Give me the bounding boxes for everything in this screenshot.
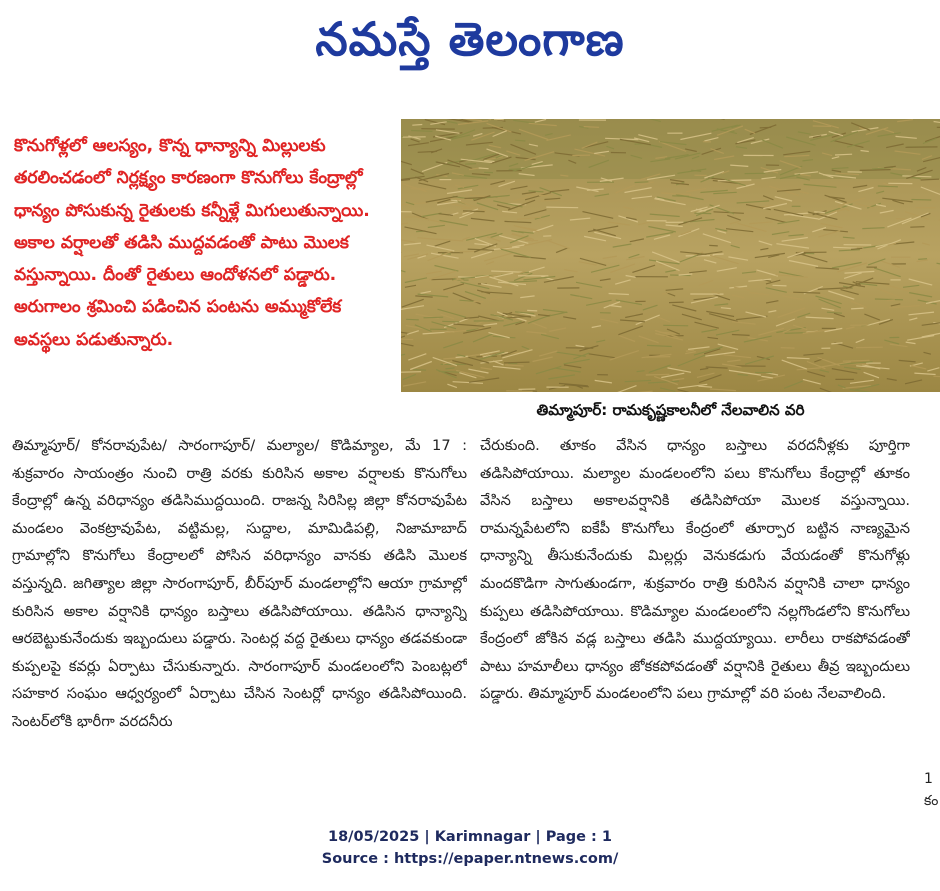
straw-texture [413, 370, 426, 371]
straw-texture [646, 374, 670, 375]
photo-caption: తిమ్మాపూర్: రామకృష్ణకాలనీలో నేలవాలిన వరి [536, 401, 805, 419]
rice-field-image [401, 119, 940, 392]
straw-texture [835, 154, 852, 155]
straw-texture [504, 362, 530, 363]
straw-texture [479, 168, 489, 169]
article-left-column [12, 432, 467, 802]
article-right-column [480, 432, 910, 802]
straw-texture [785, 333, 806, 334]
straw-texture [463, 211, 485, 212]
footer-source: Source : https://epaper.ntnews.com/ [321, 851, 619, 867]
straw-texture [718, 180, 752, 181]
article-left-text: తిమ్మాపూర్/ కోనరావుపేట/ సారంగాపూర్/ మల్యాల/ కొడిమ్యాల, మే 17 : శుక్రవారం సాయంత్రం నుంచి రాత్రి వరకు కురిసిన అకాల వర్షాలకు కొనుగోలు కేంద్రాల్లో ఉన్న వరిధాన్యం తడిసిముద్దయింది. రాజన్న సిరిసిల్ల జిల్లా కోనరావుపేట మండలం వెంకట్రావుపేట, వట్టిమల్ల, సుద్దాల, మామిడిపల్లి, నిజామాబాద్ గ్రామాల్లోని కొనుగోలు కేంద్రాలలో పోసిన వరిధాన్యం వానకు తడిసి మొలక వస్తున్నది. జగిత్యాల జిల్లా సారంగాపూర్, బీర్‌పూర్ మండలాల్లోని ఆయా గ్రామాల్లో కురిసిన అకాల వర్షానికి ధాన్యం బస్తాలు తడిసిపోయాయి. తడిసిన ధాన్యాన్ని ఆరబెట్టుకునేందుకు ఇబ్బందులు పడ్డారు. సెంటర్ల వద్ద రైతులు ధాన్యం తడవకుండా కుప్పలపై కవర్లు ఏర్పాటు చేసుకున్నారు. సారంగాపూర్ మండలంలోని పెంబట్లలో సహకార సంఘం ఆధ్వర్యంలో ఏర్పాటు చేసిన సెంటర్లో ధాన్యం తడిసిపోయింది. సెంటర్‌లోకి భారీగా వరదనీరు [12, 437, 467, 730]
straw-texture [439, 371, 461, 372]
article-right-text: చేరుకుంది. తూకం వేసిన ధాన్యం బస్తాలు వరదనీళ్లకు పూర్తిగా తడిసిపోయాయి. మల్యాల మండలంలోని పలు కొనుగోలు కేంద్రాల్లో తూకం వేసిన బస్తాలు అకాలవర్షానికి తడిసిపోయా మొలక వస్తున్నాయి. రామన్నపేటలోని ఐకేపీ కొనుగోలు కేంద్రంలో తూర్పార బట్టిన నాణ్యమైన ధాన్యాన్ని తీసుకునేందుకు మిల్లర్లు వెనుకడుగు వేయడంతో కొనుగోళ్లు మందకొడిగా సాగుతుండగా, శుక్రవారం రాత్రి కురిసిన వర్షానికి చాలా ధాన్యం కుప్పలు తడిసిపోయాయి. కొడిమ్యాల మండలంలోని నల్లగొండలోని కొనుగోలు కేంద్రంలో జోకిన వడ్ల బస్తాలు తడిసి ముద్దయ్యాయి. లారీలు రాకపోవడంతో పాటు హమాలీలు ధాన్యం జోకకపోవడంతో వర్షానికి రైతులు తీవ్ర ఇబ్బందులు పడ్డారు. తిమ్మాపూర్ మండలంలోని పలు గ్రామాల్లో వరి పంట నేలవాలింది. [480, 437, 910, 703]
straw-texture [875, 299, 903, 300]
straw-texture [709, 245, 718, 246]
straw-texture [781, 348, 795, 349]
adjacent-article-fragment: 1 కం [924, 771, 939, 808]
straw-texture [411, 189, 432, 190]
masthead-title: నమస్తే తెలంగాణ [315, 12, 625, 66]
straw-texture [506, 391, 532, 392]
straw-texture [773, 285, 787, 286]
straw-texture [878, 186, 898, 187]
straw-texture [860, 170, 891, 171]
straw-texture [918, 259, 927, 260]
straw-texture [465, 164, 476, 165]
lead-text: కొనుగోళ్లలో ఆలస్యం, కొన్న ధాన్యాన్ని మిల్లులకు తరలించడంలో నిర్లక్ష్యం కారణంగా కొనుగోలు కేంద్రాల్లో ధాన్యం పోసుకున్న రైతులకు కన్నీళ్లే మిగులుతున్నాయి. అకాల వర్షాలతో తడిసి ముద్దవడంతో పాటు మొలక వస్తున్నాయి. దీంతో రైతులు ఆందోళనలో పడ్డారు. అరుగాలం శ్రమించి పడించిన పంటను అమ్ముకోలేక అవస్థలు పడుతున్నారు. [14, 136, 370, 350]
straw-texture [911, 200, 931, 201]
straw-texture [896, 219, 908, 220]
straw-texture [460, 251, 476, 252]
footer-date-edition: 18/05/2025 | Karimnagar | Page : 1 [328, 829, 612, 845]
straw-texture [401, 372, 421, 373]
straw-texture [672, 196, 689, 197]
straw-texture [527, 310, 537, 311]
straw-texture [694, 213, 711, 214]
straw-texture [541, 200, 558, 201]
straw-texture [424, 317, 444, 318]
straw-texture [713, 254, 724, 255]
straw-texture [412, 125, 422, 126]
straw-texture [814, 212, 825, 213]
straw-texture [406, 319, 419, 320]
straw-texture [515, 140, 526, 141]
straw-texture [442, 321, 459, 322]
straw-texture [669, 302, 684, 303]
straw-texture [494, 119, 504, 120]
lead-paragraph [6, 122, 396, 422]
straw-texture [887, 300, 895, 301]
straw-texture [910, 227, 924, 228]
straw-texture [663, 325, 688, 326]
straw-texture [760, 127, 772, 128]
straw-texture [584, 127, 599, 128]
straw-texture [851, 308, 864, 309]
straw-texture [635, 182, 649, 183]
straw-texture [546, 207, 578, 208]
news-photo [401, 119, 940, 392]
page-footer [0, 826, 940, 886]
